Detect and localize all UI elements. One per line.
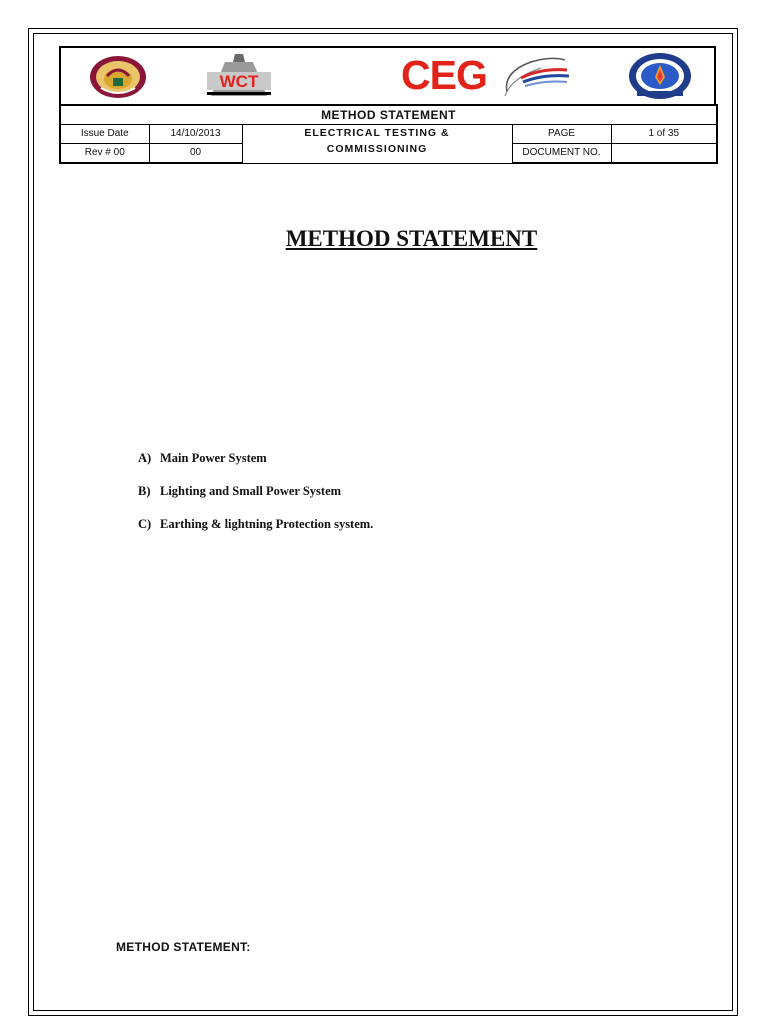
circular-seal-logo — [627, 51, 693, 101]
list-marker: B) — [138, 484, 151, 498]
swoosh-logo — [501, 52, 573, 102]
subject-line-1: ELECTRICAL TESTING & — [304, 127, 450, 139]
revision-value: 00 — [149, 144, 242, 164]
subject-line-2: COMMISSIONING — [326, 143, 428, 155]
page-title: METHOD STATEMENT — [285, 226, 538, 251]
issue-date-label: Issue Date — [60, 125, 149, 144]
list-item — [138, 483, 373, 516]
list-item-text: Lighting and Small Power System — [160, 484, 342, 498]
page-value: 1 of 35 — [611, 125, 717, 144]
logo-row — [59, 46, 716, 104]
issue-date-value: 14/10/2013 — [149, 125, 242, 144]
scope-list — [138, 450, 373, 549]
wct-logo — [205, 52, 273, 100]
page-label: PAGE — [512, 125, 611, 144]
list-marker: A) — [138, 451, 152, 465]
document-header — [59, 46, 716, 164]
qatar-emblem-logo — [89, 54, 147, 100]
document-number-label: DOCUMENT NO. — [512, 144, 611, 164]
header-table — [59, 104, 718, 164]
list-item — [138, 516, 373, 549]
header-title: METHOD STATEMENT — [60, 105, 717, 125]
list-item — [138, 450, 373, 483]
ceg-logo: CEG — [401, 52, 487, 98]
document-number-value — [611, 144, 717, 164]
wct-logo-text: WCT — [219, 72, 259, 91]
list-item-text: Earthing & lightning Protection system. — [160, 517, 374, 531]
revision-label: Rev # 00 — [60, 144, 149, 164]
list-marker: C) — [138, 517, 152, 531]
list-item-text: Main Power System — [160, 451, 267, 465]
document-subject — [242, 125, 512, 164]
footer-label: METHOD STATEMENT: — [116, 940, 251, 954]
